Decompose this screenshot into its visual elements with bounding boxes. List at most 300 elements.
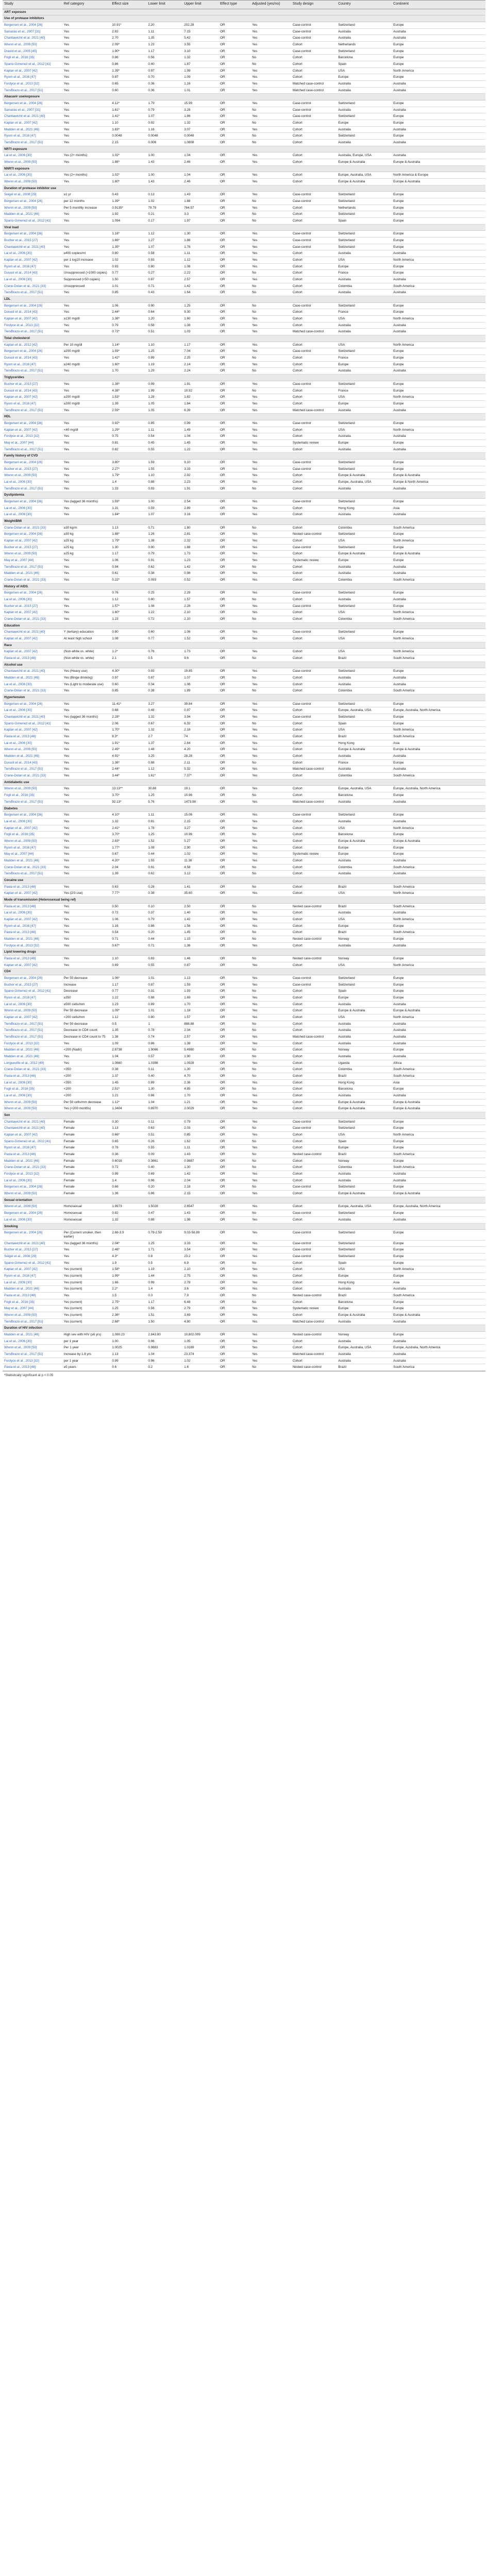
table-row [3, 603, 485, 609]
table-row [3, 590, 485, 597]
section-header-row [3, 335, 485, 342]
cell-country: USA [336, 727, 392, 734]
cell-lower-limit: 1.78 [146, 825, 182, 832]
cell-effect-type: OR [218, 107, 250, 113]
cell-ref-category: <200 (Nadir) [62, 1047, 111, 1054]
cell-effect-type: OR [218, 590, 250, 597]
cell-ref-category: Homosexual [62, 1204, 111, 1210]
cell-study: Paula et al., 2013 [48] [3, 1151, 62, 1158]
cell-upper-limit: 2.79 [182, 1306, 218, 1312]
cell-continent: Australia [392, 512, 485, 518]
cell-adjusted: No [250, 616, 291, 623]
cell-adjusted: Yes [250, 472, 291, 479]
cell-study: Kaplan et al., 2007 [42] [3, 316, 62, 323]
cell-country: Switzerland [336, 1184, 392, 1191]
cell-country: Switzerland [336, 714, 392, 721]
cell-adjusted: Yes [250, 1145, 291, 1151]
cell-continent: Europe & Australia [392, 1008, 485, 1014]
table-row [3, 35, 485, 42]
cell-study-design: Cohort [291, 1073, 336, 1080]
cell-effect-size: 0.67* [110, 942, 146, 949]
cell-study-design: Matched case-control [291, 766, 336, 773]
cell-study: Lai et al., 2006 [30] [3, 1079, 62, 1086]
cell-effect-size: 1.12* [110, 1099, 146, 1106]
cell-lower-limit: 1.30 [146, 1086, 182, 1093]
cell-effect-size: 2.06 [110, 720, 146, 727]
cell-study: Bergersen et al., 2004 [26] [3, 420, 62, 427]
cell-adjusted: Yes [250, 1240, 291, 1247]
cell-study: Duvast et al., 2014 [43] [3, 270, 62, 277]
cell-study: Ryom et al., 2016 [47] [3, 844, 62, 851]
table-row [3, 544, 485, 551]
cell-adjusted: No [250, 655, 291, 662]
cell-country: USA [336, 67, 392, 74]
cell-upper-limit: 2.10 [182, 1266, 218, 1273]
cell-study-design: Case-control [291, 420, 336, 427]
cell-effect-type: OR [218, 290, 250, 296]
cell-study: Lai et al., 2006 [30] [3, 1216, 62, 1223]
cell-adjusted: No [250, 120, 291, 126]
cell-effect-size: 1.06 [110, 916, 146, 923]
cell-continent: North America [392, 257, 485, 264]
cell-effect-type: OR [218, 342, 250, 348]
cell-study-design: Cohort [291, 636, 336, 642]
cell-country: Europe [336, 74, 392, 81]
column-header-upper-limit: Upper limit [182, 1, 218, 9]
cell-study-design: Nested case-control [291, 1292, 336, 1299]
cell-continent: Europe [392, 1138, 485, 1145]
table-row [3, 675, 485, 682]
cell-ref-category: Yes [62, 688, 111, 694]
cell-lower-limit: 1.00 [146, 498, 182, 505]
cell-country: Switzerland [336, 231, 392, 238]
cell-ref-category: Yes [62, 564, 111, 570]
cell-lower-limit: 0.0048 [146, 133, 182, 140]
cell-study: Bergersen et al., 2004 [26] [3, 100, 62, 107]
table-row [3, 890, 485, 897]
cell-effect-size: 0.92* [110, 420, 146, 427]
cell-upper-limit: 1.12 [182, 257, 218, 264]
cell-study-design: Cohort [291, 942, 336, 949]
cell-adjusted: No [250, 759, 291, 766]
table-row [3, 636, 485, 642]
cell-effect-size: 0.97 [110, 675, 146, 682]
cell-upper-limit: 1.04 [182, 152, 218, 159]
cell-adjusted: Yes [250, 537, 291, 544]
cell-upper-limit: 0.85 [182, 1132, 218, 1139]
cell-study: Madden et al., 2021 [46] [3, 1286, 62, 1293]
cell-effect-size: 1.08 [110, 636, 146, 642]
cell-effect-type: OR [218, 1145, 250, 1151]
cell-lower-limit: 0.48 [146, 707, 182, 714]
cell-study-design: Cohort [291, 864, 336, 871]
cell-study-design: Cohort [291, 1279, 336, 1286]
cell-continent: South America [392, 864, 485, 871]
section-title: Alcohol use [3, 662, 485, 668]
cell-continent: Europe, Australia, North America [392, 1345, 485, 1351]
cell-ref-category: ≥25 kg [62, 551, 111, 557]
table-row [3, 825, 485, 832]
cell-continent: Europe [392, 720, 485, 727]
cell-effect-type: OR [218, 1034, 250, 1041]
cell-effect-type: OR [218, 1306, 250, 1312]
cell-study: Bucher et al., 2015 [27] [3, 1247, 62, 1253]
table-row [3, 107, 485, 113]
cell-continent: Europe [392, 439, 485, 446]
cell-effect-type: OR [218, 512, 250, 518]
cell-adjusted: Yes [250, 1318, 291, 1325]
cell-adjusted: Yes [250, 544, 291, 551]
table-container [3, 0, 485, 1379]
cell-effect-size: 2.1 [110, 655, 146, 662]
cell-effect-type: OR [218, 714, 250, 721]
cell-effect-size: 1.01 [110, 283, 146, 290]
table-row [3, 55, 485, 61]
cell-adjusted: Yes [250, 668, 291, 675]
cell-effect-size: 13.13** [110, 786, 146, 792]
cell-effect-type: OR [218, 655, 250, 662]
cell-country: Switzerland [336, 348, 392, 355]
cell-ref-category: Unsuppressed [62, 283, 111, 290]
cell-lower-limit: 0.88 [146, 479, 182, 485]
cell-lower-limit: 30.88 [146, 786, 182, 792]
cell-country: Europe & Australia [336, 551, 392, 557]
cell-continent: Europe [392, 603, 485, 609]
cell-adjusted: No [250, 485, 291, 492]
cell-continent: Europe [392, 1247, 485, 1253]
cell-effect-size: 1.66 [110, 1279, 146, 1286]
cell-lower-limit: 0.38 [146, 570, 182, 577]
table-row [3, 218, 485, 225]
cell-study-design: Cohort [291, 609, 336, 616]
cell-country: Switzerland [336, 466, 392, 472]
cell-study-design: Case-control [291, 701, 336, 707]
cell-effect-size: 1.0025 [110, 1345, 146, 1351]
cell-continent: Europe [392, 975, 485, 981]
cell-study: Lai et al., 2006 [30] [3, 277, 62, 283]
cell-upper-limit: 5.4980 [182, 1047, 218, 1054]
cell-lower-limit: 0.78-2.59 [146, 1230, 182, 1240]
cell-ref-category: Yes (current) [62, 1306, 111, 1312]
cell-adjusted: Yes [250, 74, 291, 81]
cell-upper-limit: 2.57 [182, 1034, 218, 1041]
cell-study-design: Cohort [291, 740, 336, 747]
cell-adjusted: Yes [250, 1345, 291, 1351]
cell-study: Fogli et al., 2016 [35] [3, 832, 62, 838]
cell-effect-size: 1.36 [110, 1191, 146, 1197]
cell-ref-category: <40 mg/dl [62, 427, 111, 433]
cell-effect-size: 1.9 [110, 1260, 146, 1266]
cell-effect-type: OR [218, 1079, 250, 1086]
cell-lower-limit: 1.32 [146, 727, 182, 734]
cell-upper-limit: 0.0048 [182, 133, 218, 140]
cell-effect-type: OR [218, 1351, 250, 1358]
cell-study-design: Cohort [291, 250, 336, 257]
cell-effect-size: 1.23 [110, 1001, 146, 1008]
cell-continent: Europe [392, 981, 485, 988]
table-row [3, 1066, 485, 1073]
cell-lower-limit: 0.59 [146, 505, 182, 512]
cell-country: Australia [336, 1021, 392, 1027]
cell-ref-category: Yes [62, 570, 111, 577]
cell-continent: Europe [392, 1273, 485, 1279]
cell-ref-category: Yes [62, 368, 111, 375]
cell-country: Europe & Australia [336, 1191, 392, 1197]
cell-upper-limit: 1.42 [182, 916, 218, 923]
cell-adjusted: Yes [250, 570, 291, 577]
cell-adjusted: Yes [250, 263, 291, 270]
cell-study: Ryom et al., 2016 [47] [3, 994, 62, 1001]
table-row [3, 22, 485, 28]
cell-ref-category: Decrease [62, 988, 111, 995]
cell-ref-category: Female [62, 1191, 111, 1197]
table-footnote: *Statistically significant at p < 0.05 [3, 1371, 485, 1379]
cell-lower-limit: 0.60 [146, 629, 182, 636]
cell-effect-type: OR [218, 1184, 250, 1191]
table-row [3, 981, 485, 988]
cell-study: Bergersen et al., 2004 [26] [3, 459, 62, 466]
cell-ref-category: <350 [62, 1066, 111, 1073]
cell-study-design: Cohort [291, 479, 336, 485]
cell-effect-type: OR [218, 485, 250, 492]
cell-upper-limit: 1.62 [182, 1138, 218, 1145]
cell-study-design: Case-control [291, 22, 336, 28]
cell-adjusted: Yes [250, 459, 291, 466]
cell-lower-limit: 0.8 [146, 1253, 182, 1260]
section-header-row [3, 805, 485, 812]
table-row [3, 427, 485, 433]
cell-lower-limit: 1.52 [146, 838, 182, 844]
cell-study: Ryom et al., 2016 [47] [3, 133, 62, 140]
table-row [3, 355, 485, 362]
cell-upper-limit: 1.59 [182, 981, 218, 988]
cell-country: Australia [336, 766, 392, 773]
cell-ref-category: Yes [62, 439, 111, 446]
cell-study: Paula et al., 2013 [48] [3, 955, 62, 962]
cell-upper-limit: 1.42 [182, 283, 218, 290]
cell-lower-limit: 1.19 [146, 361, 182, 368]
cell-effect-type: OR [218, 316, 250, 323]
cell-lower-limit: 0.10 [146, 903, 182, 910]
cell-adjusted: Yes [250, 446, 291, 453]
cell-lower-limit: 0.86 [146, 1040, 182, 1047]
cell-study-design: Cohort [291, 446, 336, 453]
cell-adjusted: No [250, 597, 291, 603]
cell-effect-size: 1.3404 [110, 1106, 146, 1112]
table-row [3, 962, 485, 969]
column-header-continent: Continent [392, 1, 485, 9]
cell-study: Seigel et al., 2008 [29] [3, 192, 62, 198]
cell-effect-size: 1.36* [110, 759, 146, 766]
cell-ref-category: Yes [62, 1060, 111, 1066]
cell-study: Kaplan et al., 2007 [42] [3, 427, 62, 433]
cell-effect-size: 0.87 [110, 74, 146, 81]
cell-continent: Europe [392, 812, 485, 819]
cell-effect-type: OR [218, 838, 250, 844]
cell-effect-size: 2.41* [110, 825, 146, 832]
cell-study: Bergersen et al., 2004 [26] [3, 231, 62, 238]
cell-continent: Australia [392, 1286, 485, 1293]
cell-study: Kaplan et al., 2007 [42] [3, 120, 62, 126]
cell-study-design: Case-control [291, 35, 336, 42]
table-row [3, 1247, 485, 1253]
cell-study: Bergersen et al., 2004 [26] [3, 22, 62, 28]
cell-study: Lai et al., 2006 [30] [3, 479, 62, 485]
cell-study: Bergersen et al., 2004 [26] [3, 302, 62, 309]
cell-continent: North America [392, 394, 485, 401]
cell-continent: Australia [392, 1040, 485, 1047]
cell-adjusted: Yes [250, 766, 291, 773]
cell-country: USA [336, 342, 392, 348]
cell-upper-limit: 1.02 [182, 1358, 218, 1364]
cell-effect-size: 1.50 [110, 277, 146, 283]
cell-effect-size: 0.80 [110, 250, 146, 257]
cell-ref-category: Yes [62, 126, 111, 133]
cell-upper-limit: 15.99 [182, 100, 218, 107]
cell-effect-size: 1.06 [110, 302, 146, 309]
cell-country: USA [336, 1014, 392, 1021]
cell-lower-limit: 1.01 [146, 975, 182, 981]
table-row [3, 1273, 485, 1279]
cell-effect-size: 0.66 [110, 1184, 146, 1191]
cell-effect-size: 2.83* [110, 838, 146, 844]
cell-effect-type: OR [218, 74, 250, 81]
cell-upper-limit: 1.01 [182, 87, 218, 94]
cell-study: Samaras et al., 2007 [31] [3, 28, 62, 35]
cell-upper-limit: 1.43 [182, 1210, 218, 1217]
cell-ref-category: Yes [62, 309, 111, 316]
section-title: Lipid lowering drugs [3, 949, 485, 956]
column-header-adjusted: Adjusted (yes/no) [250, 1, 291, 9]
cell-continent: North America [392, 962, 485, 969]
cell-ref-category: Per 1 year [62, 1345, 111, 1351]
cell-continent: North America [392, 67, 485, 74]
cell-country: USA [336, 394, 392, 401]
cell-adjusted: Yes [250, 1306, 291, 1312]
cell-lower-limit: 0.20 [146, 1184, 182, 1191]
cell-adjusted: Yes [250, 923, 291, 929]
cell-lower-limit: 1.07 [146, 113, 182, 120]
cell-ref-category: Yes (lagged 36 months) [62, 498, 111, 505]
cell-study-design: Cohort [291, 1177, 336, 1184]
cell-effect-size: 2.44* [110, 309, 146, 316]
cell-continent: South America [392, 884, 485, 890]
cell-study: Madden et al., 2021 [46] [3, 675, 62, 682]
cell-effect-size: 1.10 [110, 120, 146, 126]
cell-adjusted: Yes [250, 734, 291, 740]
cell-effect-size: 1,080.23 [110, 1331, 146, 1338]
cell-country: Europe [336, 439, 392, 446]
cell-country: Europe [336, 1306, 392, 1312]
table-row [3, 329, 485, 335]
cell-effect-type: OR [218, 929, 250, 936]
table-row [3, 1014, 485, 1021]
cell-adjusted: No [250, 884, 291, 890]
cell-lower-limit: 0.47 [146, 1210, 182, 1217]
cell-effect-type: OR [218, 48, 250, 55]
table-row [3, 1331, 485, 1338]
cell-effect-size: 1.70 [110, 368, 146, 375]
cell-country: Europe & Australia [336, 472, 392, 479]
cell-effect-type: OR [218, 1260, 250, 1266]
cell-ref-category: Yes (Light to moderate use) [62, 681, 111, 688]
cell-study: Madden et al., 2021 [46] [3, 1047, 62, 1054]
cell-effect-type: OR [218, 675, 250, 682]
cell-adjusted: Yes [250, 238, 291, 244]
cell-study-design: Cohort [291, 1216, 336, 1223]
cell-study: Longueville et al., 2012 [49] [3, 1060, 62, 1066]
table-row [3, 1008, 485, 1014]
cell-study: Madden et al., 2021 [46] [3, 857, 62, 864]
cell-effect-type: OR [218, 1099, 250, 1106]
table-row [3, 250, 485, 257]
cell-effect-type: OR [218, 942, 250, 949]
cell-upper-limit: 9.03-58.89 [182, 1230, 218, 1240]
cell-country: Switzerland [336, 1210, 392, 1217]
cell-effect-size: 1.37 [110, 1073, 146, 1080]
table-row [3, 1177, 485, 1184]
cell-effect-size: 0.82 [110, 1210, 146, 1217]
cell-effect-type: OR [218, 472, 250, 479]
cell-study-design: Cohort [291, 675, 336, 682]
cell-adjusted: Yes [250, 381, 291, 387]
cell-study: Tien/Brazo et al., 2017 [51] [3, 799, 62, 805]
cell-lower-limit: 1.43 [146, 159, 182, 165]
cell-upper-limit: 2.64 [182, 740, 218, 747]
cell-adjusted: Yes [250, 825, 291, 832]
cell-country: Europe [336, 120, 392, 126]
section-header-row [3, 375, 485, 381]
table-row [3, 1266, 485, 1273]
cell-country: Australia [336, 107, 392, 113]
cell-lower-limit: 0.3 [146, 1292, 182, 1299]
cell-upper-limit: 4.85 [182, 1086, 218, 1093]
column-header-effect-size: Effect size [110, 1, 146, 9]
table-row [3, 720, 485, 727]
cell-adjusted: Yes [250, 1177, 291, 1184]
cell-study-design: Cohort [291, 857, 336, 864]
table-row [3, 100, 485, 107]
cell-effect-type: OR [218, 636, 250, 642]
section-title: CD4 [3, 969, 485, 975]
cell-effect-type: OR [218, 799, 250, 805]
cell-study-design: Case-control [291, 590, 336, 597]
cell-study-design: Cohort [291, 211, 336, 218]
cell-effect-type: OR [218, 120, 250, 126]
cell-adjusted: Yes [250, 786, 291, 792]
cell-effect-type: OR [218, 570, 250, 577]
table-row [3, 1093, 485, 1099]
cell-continent: Europe [392, 400, 485, 407]
cell-adjusted: Yes [250, 577, 291, 583]
cell-upper-limit: 1.41 [182, 884, 218, 890]
cell-upper-limit: 1.0928 [182, 1060, 218, 1066]
cell-country: USA [336, 316, 392, 323]
cell-study: Ryom et al., 2016 [47] [3, 263, 62, 270]
cell-adjusted: Yes [250, 1204, 291, 1210]
cell-country: Europe, Australia, USA [336, 479, 392, 485]
cell-lower-limit: 0.26 [146, 1138, 182, 1145]
cell-ref-category: Yes [62, 22, 111, 28]
table-row [3, 1191, 485, 1197]
cell-continent: North America [392, 649, 485, 655]
table-row [3, 459, 485, 466]
cell-lower-limit: 0.57 [146, 1054, 182, 1060]
cell-ref-category: Yes [62, 923, 111, 929]
cell-adjusted: No [250, 955, 291, 962]
cell-effect-size: 0.77 [110, 270, 146, 277]
cell-lower-limit: 0.91 [146, 557, 182, 564]
